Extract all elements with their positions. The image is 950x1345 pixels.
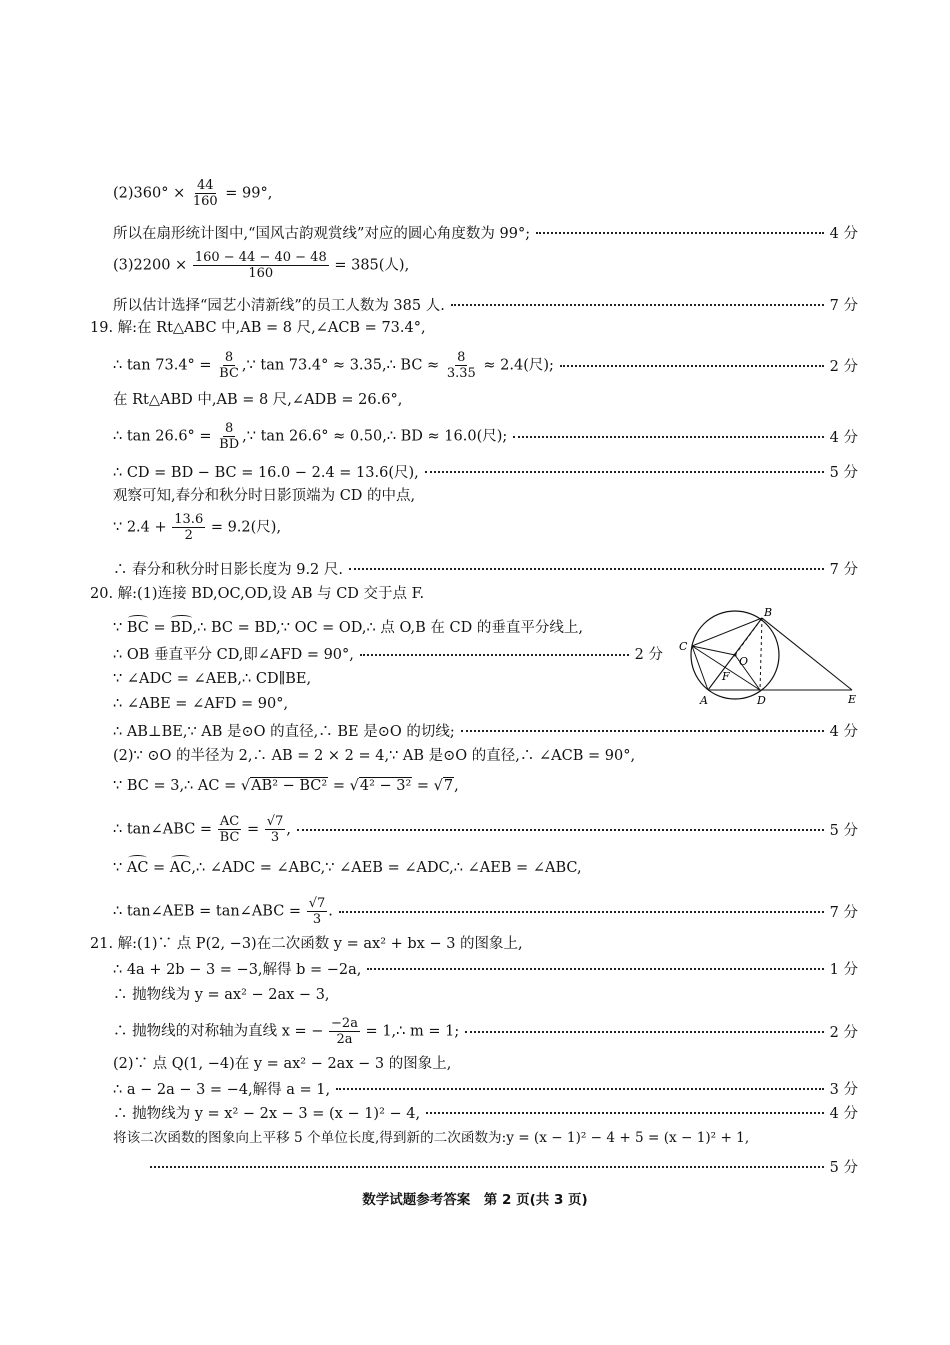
problem-20-header: 20. 解:(1)连接 BD,OC,OD,设 AB 与 CD 交于点 F. <box>90 586 425 602</box>
label-f: F <box>722 670 730 683</box>
line-19-bd: ∴ tan 26.6° = $\frac{8}{BD}$ ,∵ tan 26.6° ≈ 0.50,∴ BD ≈ 16.0(尺); 4 分 <box>113 421 858 452</box>
line-18-3: (3)2200 × $\frac{160 - 44 - 40 - 48}{160}$ = 385(人), <box>113 250 410 281</box>
line-18-2: (2)360° × $\frac{44}{160}$ = 99°, <box>113 178 273 209</box>
line-19-cd: ∴ CD = BD − BC = 16.0 − 2.4 = 13.6(尺), 5 分 <box>113 465 858 481</box>
line-19-bc: ∴ tan 73.4° = $\frac{8}{BC}$ ,∵ tan 73.4° ≈ 3.35,∴ BC ≈ $\frac{8}{3.35}$ ≈ 2.4(尺); 2 分 <box>113 350 858 381</box>
label-b: B <box>764 606 773 619</box>
label-o: O <box>739 655 749 668</box>
problem-21-header: 21. 解:(1)∵ 点 P(2, −3)在二次函数 y = ax² + bx − 3 的图象上, <box>90 936 523 952</box>
label-d: D <box>757 694 766 707</box>
line-20-ac: ∵ BC = 3,∴ AC = √AB² − BC² = √4² − 3² = √7, <box>113 778 459 794</box>
label-e: E <box>848 693 857 706</box>
line-18-2-conclusion: 所以在扇形统计图中,“国风古韵观赏线”对应的圆心角度数为 99°; 4 分 <box>113 226 858 242</box>
line-20-tan-abc: ∴ tan∠ABC = $\frac{AC}{BC}$ = $\frac{√7}{3}$ , 5 分 <box>113 814 858 845</box>
fraction: $\frac{AC}{BC}$ <box>219 814 240 845</box>
line-21-axis: ∴ 抛物线的对称轴为直线 x = − $\frac{-2a}{2a}$ = 1,∴ m = 1; 2 分 <box>113 1016 858 1047</box>
line-20-angle: ∴ ∠ABE = ∠AFD = 90°, <box>113 696 289 712</box>
fraction: $\frac{√7}{3}$ <box>266 814 284 845</box>
line-21-shift: 将该二次函数的图象向上平移 5 个单位长度,得到新的二次函数为:y = (x − 1)² − 4 + 5 = (x − 1)² + 1, <box>113 1130 750 1146</box>
geometry-figure <box>670 600 870 710</box>
fraction: $\frac{8}{BD}$ <box>219 421 240 452</box>
page-footer: 数学试题参考答案 第 2 页(共 3 页) <box>362 1192 588 1208</box>
line-21-parabola: ∴ 抛物线为 y = ax² − 2ax − 3, <box>113 987 330 1003</box>
line-21-vertex: ∴ 抛物线为 y = x² − 2x − 3 = (x − 1)² − 4, 4 分 <box>113 1106 858 1122</box>
line-19-observe: 观察可知,春分和秋分时日影顶端为 CD 的中点, <box>113 488 416 504</box>
fraction: $\frac{13.6}{2}$ <box>174 512 204 543</box>
line-20-arcs: ∵ BC = BD,∴ BC = BD,∵ OC = OD,∴ 点 O,B 在 CD 的垂直平分线上, <box>113 620 583 636</box>
problem-19-header: 19. 解:在 Rt△ABC 中,AB = 8 尺,∠ACB = 73.4°, <box>90 320 426 336</box>
line-20-2: (2)∵ ⊙O 的半径为 2,∴ AB = 2 × 2 = 4,∵ AB 是⊙O 的直径,∴ ∠ACB = 90°, <box>113 748 636 764</box>
fraction: $\frac{8}{BC}$ <box>219 350 239 381</box>
line-20-parallel: ∵ ∠ADC = ∠AEB,∴ CD∥BE, <box>113 671 312 687</box>
line-21-score: 5 分 <box>150 1156 858 1177</box>
line-20-tangent: ∴ AB⊥BE,∵ AB 是⊙O 的直径,∴ BE 是⊙O 的切线; 4 分 <box>113 724 858 740</box>
line-19-abd: 在 Rt△ABD 中,AB = 8 尺,∠ADB = 26.6°, <box>113 392 403 408</box>
line-19-sum: ∵ 2.4 + $\frac{13.6}{2}$ = 9.2(尺), <box>113 512 282 543</box>
fraction: $\frac{√7}{3}$ <box>308 896 326 927</box>
fraction: $\frac{160 - 44 - 40 - 48}{160}$ <box>194 250 327 281</box>
fraction: $\frac{8}{3.35}$ <box>446 350 476 381</box>
label-a: A <box>700 694 708 707</box>
fraction: $\frac{44}{160}$ <box>192 178 218 209</box>
line-20-angles: ∵ AC = AC,∴ ∠ADC = ∠ABC,∵ ∠AEB = ∠ADC,∴ ∠AEB = ∠ABC, <box>113 860 582 876</box>
fraction: $\frac{-2a}{2a}$ <box>331 1016 358 1047</box>
label-c: C <box>679 640 688 653</box>
line-21-a: ∴ a − 2a − 3 = −4,解得 a = 1, 3 分 <box>113 1082 858 1098</box>
line-21-2: (2)∵ 点 Q(1, −4)在 y = ax² − 2ax − 3 的图象上, <box>113 1056 452 1072</box>
line-20-conclusion: ∴ tan∠AEB = tan∠ABC = $\frac{√7}{3}$ . 7 分 <box>113 896 858 927</box>
line-18-3-conclusion: 所以估计选择“园艺小清新线”的员工人数为 385 人. 7 分 <box>113 298 858 314</box>
line-21-b: ∴ 4a + 2b − 3 = −3,解得 b = −2a, 1 分 <box>113 962 858 978</box>
line-20-ob: ∴ OB 垂直平分 CD,即∠AFD = 90°, 2 分 <box>113 647 663 663</box>
line-19-conclusion: ∴ 春分和秋分时日影长度为 9.2 尺. 7 分 <box>113 562 858 578</box>
